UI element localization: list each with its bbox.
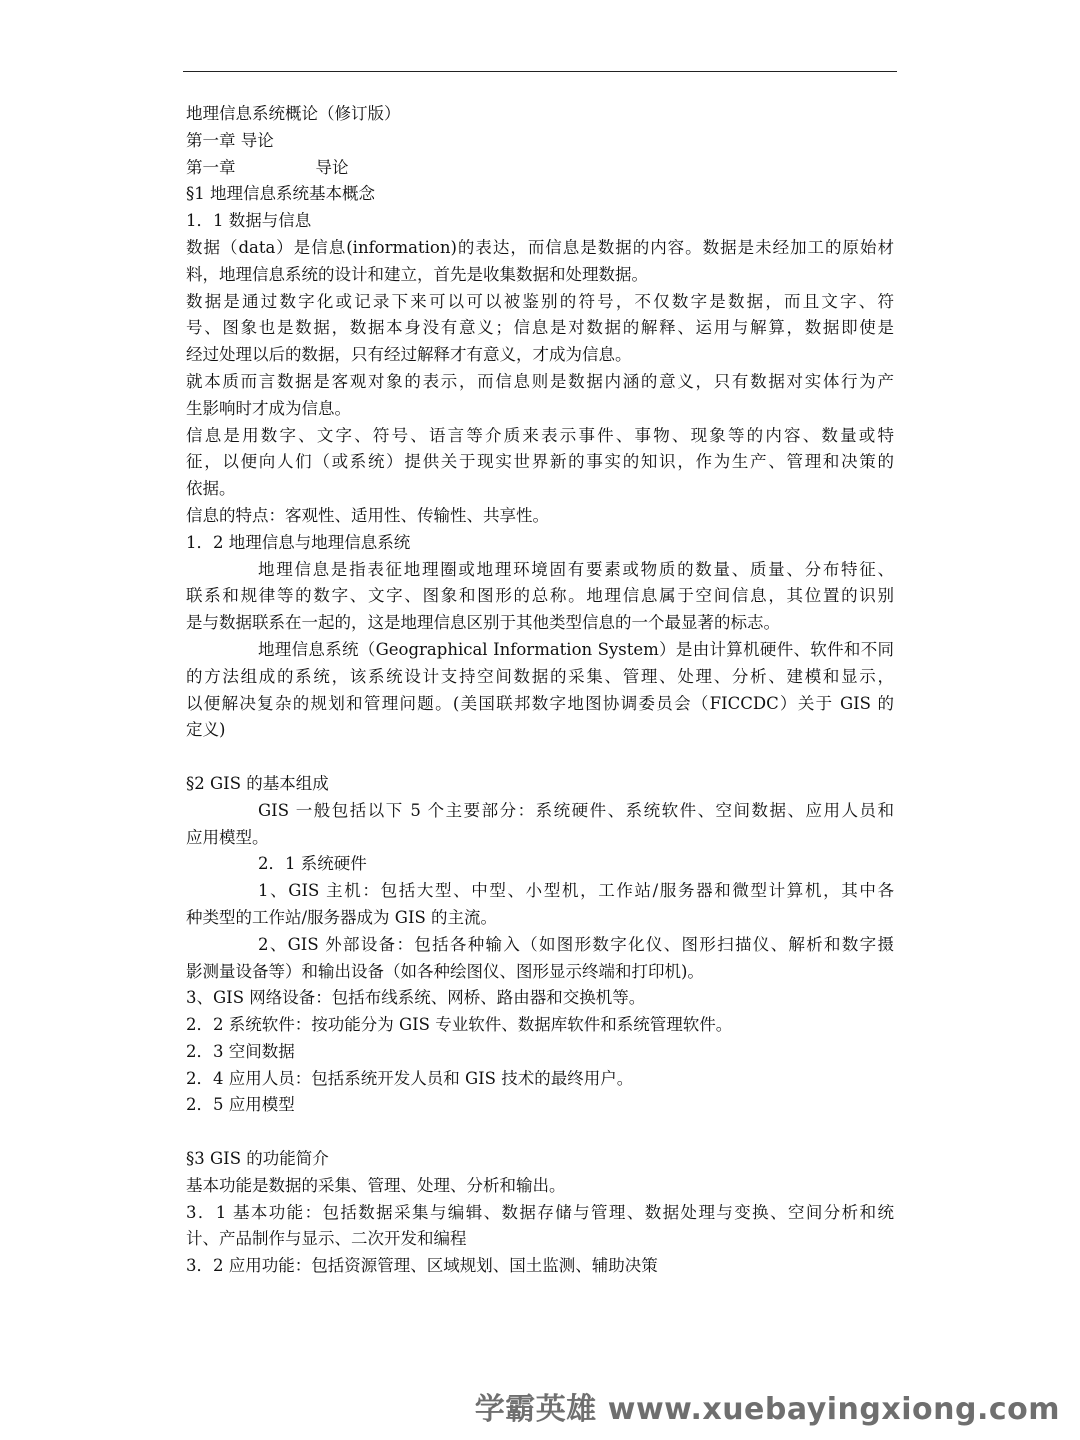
paragraph-line: 地理信息是指表征地理圈或地理环境固有要素或物质的数量、质量、分布特征、: [258, 559, 894, 579]
document-body: [186, 101, 894, 1280]
paragraph-line: 1、GIS 主机：包括大型、中型、小型机，工作站/服务器和微型计算机，其中各: [258, 881, 894, 901]
subsection-1-2-heading: 1．2 地理信息与地理信息系统: [186, 532, 411, 552]
paragraph-line: 种类型的工作站/服务器成为 GIS 的主流。: [186, 907, 498, 927]
paragraph-line: 数据是通过数字化或记录下来可以可以被鉴别的符号，不仅数字是数据，而且文字、符: [186, 291, 894, 311]
paragraph-line: 应用模型。: [186, 827, 269, 847]
chapter-name: 导论: [315, 157, 349, 177]
chapter-heading-spaced: [186, 155, 894, 182]
subsection-3-1-line: 3．1 基本功能：包括数据采集与编辑、数据存储与管理、数据处理与变换、空间分析和统: [186, 1202, 894, 1222]
paragraph-line: 地理信息系统（Geographical Information System）是由计算机硬件、软件和不同: [258, 639, 894, 659]
paragraph-line: 经过处理以后的数据，只有经过解释才有意义，才成为信息。: [186, 345, 632, 365]
subsection-1-1-heading: 1．1 数据与信息: [186, 211, 312, 231]
header-rule: [183, 71, 897, 72]
subsection-3-1-line: 计、产品制作与显示、二次开发和编程: [186, 1229, 467, 1249]
paragraph-line: GIS 一般包括以下 5 个主要部分：系统硬件、系统软件、空间数据、应用人员和: [258, 800, 894, 820]
paragraph-line: 影测量设备等）和输出设备（如各种绘图仪、图形显示终端和打印机)。: [186, 961, 704, 981]
paragraph-line: 信息的特点：客观性、适用性、传输性、共享性。: [186, 505, 549, 525]
paragraph-line: 联系和规律等的数字、文字、图象和图形的总称。地理信息属于空间信息，其位置的识别: [186, 586, 894, 606]
paragraph-line: 就本质而言数据是客观对象的表示，而信息则是数据内涵的意义，只有数据对实体行为产: [186, 371, 894, 391]
paragraph-line: 料，地理信息系统的设计和建立，首先是收集数据和处理数据。: [186, 264, 648, 284]
paragraph-line: 数据（data）是信息(information)的表达，而信息是数据的内容。数据是未经加工的原始材: [186, 237, 894, 257]
paragraph-line: 定义): [186, 720, 226, 740]
spacer: [186, 1119, 894, 1146]
watermark: 学霸英雄 www.xuebayingxiong.com: [474, 1392, 1060, 1427]
paragraph-line: 基本功能是数据的采集、管理、处理、分析和输出。: [186, 1175, 566, 1195]
section-2-heading: §2 GIS 的基本组成: [186, 773, 329, 793]
subsection-2-4: 2．4 应用人员：包括系统开发人员和 GIS 技术的最终用户。: [186, 1068, 634, 1088]
document-title: 地理信息系统概论（修订版）: [186, 104, 401, 123]
subsection-2-2: 2．2 系统软件：按功能分为 GIS 专业软件、数据库软件和系统管理软件。: [186, 1015, 733, 1035]
paragraph-line: 的方法组成的系统，该系统设计支持空间数据的采集、管理、处理、分析、建模和显示，: [186, 666, 894, 686]
subsection-2-1-heading: 2．1 系统硬件: [258, 854, 367, 874]
section-3-heading: §3 GIS 的功能简介: [186, 1149, 329, 1169]
paragraph-line: 号、图象也是数据，数据本身没有意义；信息是对数据的解释、运用与解算，数据即使是: [186, 318, 894, 338]
paragraph-line: 是与数据联系在一起的，这是地理信息区别于其他类型信息的一个最显著的标志。: [186, 613, 780, 633]
subsection-3-2: 3．2 应用功能：包括资源管理、区域规划、国土监测、辅助决策: [186, 1256, 658, 1276]
spacer: [186, 744, 894, 771]
paragraph-line: 信息是用数字、文字、符号、语言等介质来表示事件、事物、现象等的内容、数量或特: [186, 425, 894, 445]
paragraph-line: 依据。: [186, 479, 236, 499]
paragraph-line: 生影响时才成为信息。: [186, 398, 351, 418]
chapter-heading: 第一章 导论: [186, 130, 274, 150]
paragraph-line: 以便解决复杂的规划和管理问题。(美国联邦数字地图协调委员会（FICCDC）关于 GIS 的: [186, 693, 894, 713]
paragraph-line: 征，以便向人们（或系统）提供关于现实世界新的事实的知识，作为生产、管理和决策的: [186, 452, 894, 472]
paragraph-line: 3、GIS 网络设备：包括布线系统、网桥、路由器和交换机等。: [186, 988, 646, 1008]
chapter-label: 第一章: [186, 157, 236, 177]
subsection-2-3: 2．3 空间数据: [186, 1041, 295, 1061]
section-1-heading: §1 地理信息系统基本概念: [186, 184, 375, 204]
paragraph-line: 2、GIS 外部设备：包括各种输入（如图形数字化仪、图形扫描仪、解析和数字摄: [258, 934, 894, 954]
subsection-2-5: 2．5 应用模型: [186, 1095, 295, 1115]
